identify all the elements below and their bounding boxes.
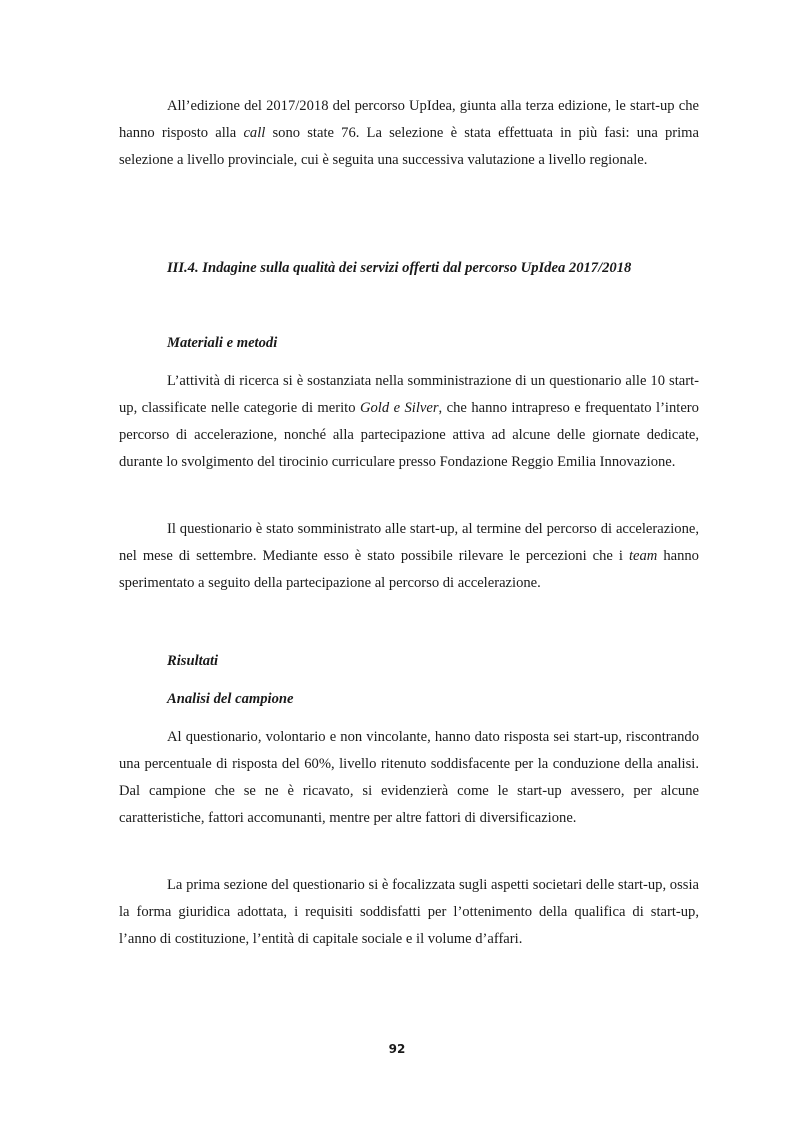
subheading-analisi-campione: Analisi del campione	[167, 691, 294, 707]
paragraph-materiali-text-a: L’attività di ricerca si è sostanziata nella somministrazione di un questionario alle 10 start-up, classificate nelle categorie di merito	[119, 373, 699, 416]
paragraph-questionario-emphasis: team	[628, 548, 658, 564]
section-heading: III.4. Indagine sulla qualità dei servizi offerti dal percorso UpIdea 2017/2018	[167, 260, 632, 276]
paragraph-intro	[119, 93, 699, 174]
paragraph-prima-sezione: La prima sezione del questionario si è focalizzata sugli aspetti societari delle start-up, ossia la forma giuridica adottata, i requisiti soddisfatti per l’ottenimento della qualifica di start-up, l’anno di costituzione, l’entità di capitale sociale e il volume d’affari.	[119, 877, 699, 947]
subheading-materiali-metodi: Materiali e metodi	[167, 335, 278, 351]
paragraph-questionario-text-b: hanno sperimentato a seguito della partecipazione al percorso di accelerazione.	[119, 548, 699, 591]
paragraph-analisi: Al questionario, volontario e non vincolante, hanno dato risposta sei start-up, riscontrando una percentuale di risposta del 60%, livello ritenuto soddisfacente per la conduzione della analisi. Dal campione che se ne è ricavato, si evidenzierà come le start-up avessero, per alcune caratteristiche, fattori accomunanti, mentre per altre fattori di diversificazione.	[119, 729, 699, 826]
paragraph-intro-emphasis: call	[243, 125, 266, 141]
paragraph-materiali	[119, 368, 699, 476]
page-number: 92	[388, 1042, 406, 1056]
paragraph-questionario	[119, 516, 699, 597]
subheading-risultati: Risultati	[167, 653, 219, 669]
paragraph-intro-text-b: sono state 76. La selezione è stata effettuata in più fasi: una prima selezione a livello provinciale, cui è seguita una successiva valutazione a livello regionale.	[119, 125, 699, 168]
paragraph-intro-text-a: All’edizione del 2017/2018 del percorso UpIdea, giunta alla terza edizione, le start-up che hanno risposto alla	[119, 98, 699, 141]
paragraph-questionario-text-a: Il questionario è stato somministrato alle start-up, al termine del percorso di accelerazione, nel mese di settembre. Mediante esso è stato possibile rilevare le percezioni che i	[119, 521, 699, 564]
paragraph-materiali-text-b: , che hanno intrapreso e frequentato l’intero percorso di accelerazione, nonché alla partecipazione attiva ad alcune delle giornate dedicate, durante lo svolgimento del tirocinio curriculare presso Fondazione Reggio Emilia Innovazione.	[119, 400, 699, 470]
paragraph-materiali-emphasis: Gold e Silver	[359, 400, 439, 416]
